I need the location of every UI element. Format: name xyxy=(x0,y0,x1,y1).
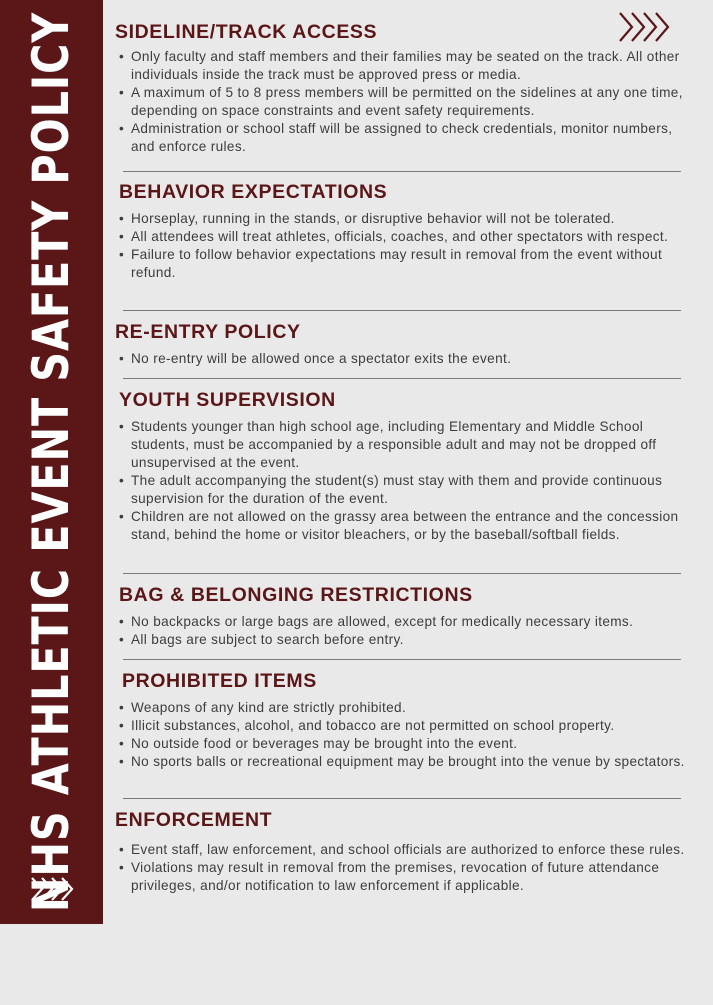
section-divider xyxy=(123,310,681,311)
list-item: • Children are not allowed on the grassy area between the entrance and the concession stand, behind the home or visitor bleachers, or by the baseball/softball fields. xyxy=(115,508,705,544)
section-list xyxy=(115,699,700,771)
section-prohibited-items xyxy=(115,669,700,771)
section-behavior-expectations xyxy=(115,180,700,282)
section-list xyxy=(115,210,700,282)
list-item: • All attendees will treat athletes, officials, coaches, and other spectators with respect. xyxy=(115,228,700,246)
chevrons-icon xyxy=(30,876,80,902)
section-sideline-track-access xyxy=(115,20,700,156)
section-enforcement xyxy=(115,808,700,895)
section-divider xyxy=(123,573,681,574)
list-item: • A maximum of 5 to 8 press members will be permitted on the sidelines at any one time, depending on space constraints and event safety requirements. xyxy=(115,84,700,120)
section-heading: BAG & BELONGING RESTRICTIONS xyxy=(119,584,473,606)
section-divider xyxy=(123,798,681,799)
section-heading: PROHIBITED ITEMS xyxy=(122,670,317,692)
list-item: • Horseplay, running in the stands, or disruptive behavior will not be tolerated. xyxy=(115,210,700,228)
list-item: • Only faculty and staff members and their families may be seated on the track. All other individuals inside the track must be approved press or media. xyxy=(115,48,700,84)
list-item: • Violations may result in removal from the premises, revocation of future attendance privileges, and/or notification to law enforcement if applicable. xyxy=(115,859,700,895)
list-item: • No sports balls or recreational equipment may be brought into the venue by spectators. xyxy=(115,753,700,771)
section-list xyxy=(115,613,700,649)
section-bag-belonging-restrictions xyxy=(115,583,700,649)
list-item: • Administration or school staff will be assigned to check credentials, monitor numbers, and enforce rules. xyxy=(115,120,700,156)
list-item: • Students younger than high school age, including Elementary and Middle School students, must be accompanied by a responsible adult and may not be dropped off unsupervised at the event. xyxy=(115,418,705,472)
list-item: • Illicit substances, alcohol, and tobacco are not permitted on school property. xyxy=(115,717,700,735)
section-heading: RE-ENTRY POLICY xyxy=(115,321,301,343)
page-title-text: NHS ATHLETIC EVENT SAFETY POLICY xyxy=(22,11,80,913)
section-heading: BEHAVIOR EXPECTATIONS xyxy=(119,181,388,203)
page-title xyxy=(22,0,80,1005)
section-re-entry-policy xyxy=(115,320,700,368)
list-item: • Weapons of any kind are strictly prohibited. xyxy=(115,699,700,717)
section-youth-supervision xyxy=(115,388,700,544)
list-item: • Event staff, law enforcement, and school officials are authorized to enforce these rules. xyxy=(115,841,700,859)
section-divider xyxy=(123,171,681,172)
section-divider xyxy=(123,659,681,660)
section-list xyxy=(115,350,700,368)
section-list xyxy=(115,48,700,156)
sidebar-banner xyxy=(0,0,103,924)
section-heading: YOUTH SUPERVISION xyxy=(119,389,336,411)
list-item: • No re-entry will be allowed once a spectator exits the event. xyxy=(115,350,700,368)
section-heading: SIDELINE/TRACK ACCESS xyxy=(115,21,378,43)
section-list xyxy=(115,841,700,895)
list-item: • No backpacks or large bags are allowed, except for medically necessary items. xyxy=(115,613,700,631)
section-heading: ENFORCEMENT xyxy=(115,809,273,831)
list-item: • All bags are subject to search before entry. xyxy=(115,631,700,649)
list-item: • No outside food or beverages may be brought into the event. xyxy=(115,735,700,753)
section-divider xyxy=(123,378,681,379)
list-item: • Failure to follow behavior expectations may result in removal from the event without refund. xyxy=(115,246,700,282)
section-list xyxy=(115,418,705,544)
list-item: • The adult accompanying the student(s) must stay with them and provide continuous supervision for the duration of the event. xyxy=(115,472,705,508)
